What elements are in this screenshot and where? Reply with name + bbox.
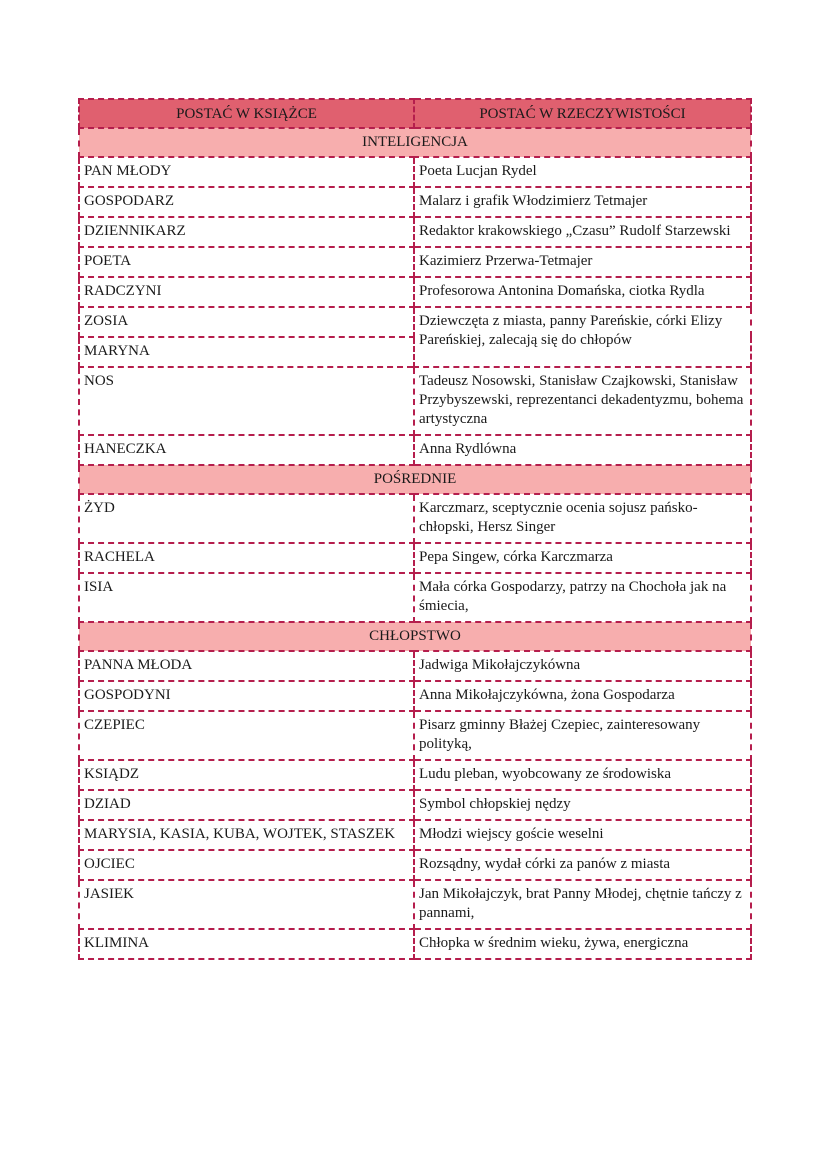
- section-title: CHŁOPSTWO: [79, 622, 751, 651]
- book-character-cell: PANNA MŁODA: [79, 651, 414, 681]
- book-character-cell: JASIEK: [79, 880, 414, 929]
- header-book-character: POSTAĆ W KSIĄŻCE: [79, 99, 414, 128]
- table-row: [79, 277, 751, 307]
- real-person-cell: Redaktor krakowskiego „Czasu” Rudolf Starzewski: [414, 217, 751, 247]
- table-row: [79, 247, 751, 277]
- real-person-cell: Chłopka w średnim wieku, żywa, energiczna: [414, 929, 751, 959]
- book-character-cell: MARYSIA, KASIA, KUBA, WOJTEK, STASZEK: [79, 820, 414, 850]
- real-person-cell: Malarz i grafik Włodzimierz Tetmajer: [414, 187, 751, 217]
- table-row: [79, 573, 751, 622]
- real-person-cell: Tadeusz Nosowski, Stanisław Czajkowski, Stanisław Przybyszewski, reprezentanci dekadentyzmu, bohema artystyczna: [414, 367, 751, 435]
- real-person-cell: Poeta Lucjan Rydel: [414, 157, 751, 187]
- table-row: [79, 711, 751, 760]
- book-character-cell: CZEPIEC: [79, 711, 414, 760]
- real-person-cell: Pepa Singew, córka Karczmarza: [414, 543, 751, 573]
- table-row: [79, 929, 751, 959]
- book-character-cell: OJCIEC: [79, 850, 414, 880]
- section-title: POŚREDNIE: [79, 465, 751, 494]
- book-character-cell: POETA: [79, 247, 414, 277]
- table-row: [79, 790, 751, 820]
- table-row: [79, 187, 751, 217]
- book-character-cell: PAN MŁODY: [79, 157, 414, 187]
- header-real-person: POSTAĆ W RZECZYWISTOŚCI: [414, 99, 751, 128]
- book-character-cell: GOSPODYNI: [79, 681, 414, 711]
- section-row-posrednie: [79, 465, 751, 494]
- real-person-cell: Karczmarz, sceptycznie ocenia sojusz pańsko-chłopski, Hersz Singer: [414, 494, 751, 543]
- header-row: [79, 99, 751, 128]
- table-row: [79, 494, 751, 543]
- real-person-cell: Młodzi wiejscy goście weselni: [414, 820, 751, 850]
- book-character-cell: ISIA: [79, 573, 414, 622]
- section-row-inteligencja: [79, 128, 751, 157]
- book-character-cell: RACHELA: [79, 543, 414, 573]
- table-row: [79, 820, 751, 850]
- real-person-cell: Anna Mikołajczykówna, żona Gospodarza: [414, 681, 751, 711]
- book-character-cell: ZOSIA: [79, 307, 414, 337]
- real-person-cell: Anna Rydlówna: [414, 435, 751, 465]
- table-row: [79, 880, 751, 929]
- real-person-cell: Jan Mikołajczyk, brat Panny Młodej, chętnie tańczy z pannami,: [414, 880, 751, 929]
- book-character-cell: NOS: [79, 367, 414, 435]
- characters-table: [78, 98, 752, 960]
- real-person-cell: Ludu pleban, wyobcowany ze środowiska: [414, 760, 751, 790]
- book-character-cell: RADCZYNI: [79, 277, 414, 307]
- table-row: [79, 543, 751, 573]
- real-person-cell: Symbol chłopskiej nędzy: [414, 790, 751, 820]
- real-person-cell: Dziewczęta z miasta, panny Pareńskie, córki Elizy Pareńskiej, zalecają się do chłopów: [414, 307, 751, 367]
- book-character-cell: DZIAD: [79, 790, 414, 820]
- book-character-cell: DZIENNIKARZ: [79, 217, 414, 247]
- table-row: [79, 681, 751, 711]
- table-row: [79, 367, 751, 435]
- section-title: INTELIGENCJA: [79, 128, 751, 157]
- table-row: [79, 850, 751, 880]
- book-character-cell: KLIMINA: [79, 929, 414, 959]
- real-person-cell: Rozsądny, wydał córki za panów z miasta: [414, 850, 751, 880]
- book-character-cell: KSIĄDZ: [79, 760, 414, 790]
- table-row: [79, 307, 751, 337]
- book-character-cell: ŻYD: [79, 494, 414, 543]
- real-person-cell: Pisarz gminny Błażej Czepiec, zainteresowany polityką,: [414, 711, 751, 760]
- real-person-cell: Profesorowa Antonina Domańska, ciotka Rydla: [414, 277, 751, 307]
- book-character-cell: GOSPODARZ: [79, 187, 414, 217]
- real-person-cell: Kazimierz Przerwa-Tetmajer: [414, 247, 751, 277]
- section-row-chlopstwo: [79, 622, 751, 651]
- table-row: [79, 157, 751, 187]
- table-row: [79, 435, 751, 465]
- table-row: [79, 760, 751, 790]
- table-row: [79, 651, 751, 681]
- table-row: [79, 217, 751, 247]
- real-person-cell: Mała córka Gospodarzy, patrzy na Chochoła jak na śmiecia,: [414, 573, 751, 622]
- real-person-cell: Jadwiga Mikołajczykówna: [414, 651, 751, 681]
- book-character-cell: MARYNA: [79, 337, 414, 367]
- book-character-cell: HANECZKA: [79, 435, 414, 465]
